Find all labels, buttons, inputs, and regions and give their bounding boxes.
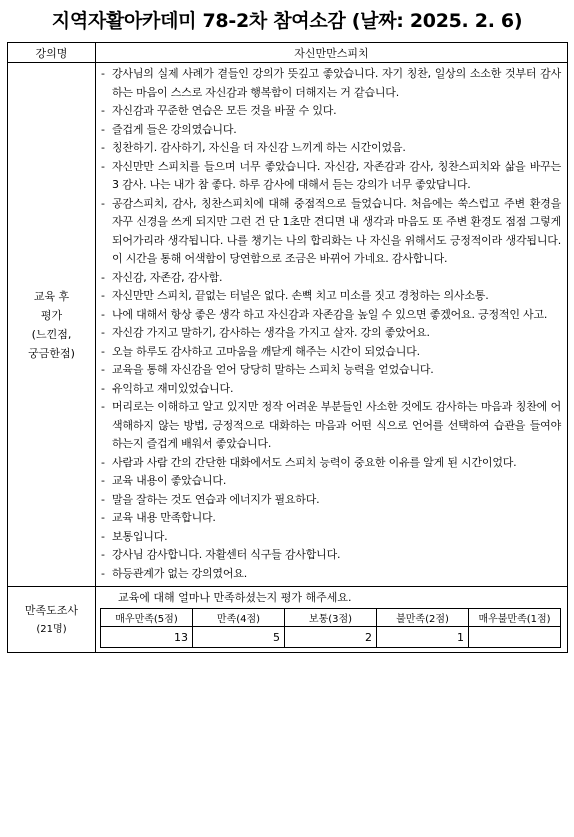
survey-cell [96, 587, 568, 653]
comment-item: - 강사님의 실제 사례가 곁들인 강의가 뜻깊고 좋았습니다. 자기 칭찬, 일상의 소소한 것부터 감사하는 마음이 스스로 자신감과 행복함이 더해지는 거 같습니다. [96, 65, 561, 102]
evaluation-row [8, 63, 568, 587]
comment-item: - 자신감, 자존감, 감사함. [96, 269, 561, 288]
score-header: 매우불만족(1점) [469, 609, 561, 627]
survey-row [8, 587, 568, 653]
comment-item: - 유익하고 재미있었습니다. [96, 380, 561, 399]
evaluation-comments-cell [96, 63, 568, 587]
comment-item: - 오늘 하루도 감사하고 고마움을 깨닫게 해주는 시간이 되었습니다. [96, 343, 561, 362]
comment-item: - 즐겁게 들은 강의였습니다. [96, 121, 561, 140]
comment-item: - 자신만만 스피치, 끝없는 터널은 없다. 손뼉 치고 미소를 짓고 경청하는 의사소통. [96, 287, 561, 306]
score-value-row [101, 627, 561, 648]
evaluation-label [8, 63, 96, 587]
evaluation-label-line4: 궁금한점) [28, 346, 75, 360]
score-value: 13 [101, 627, 193, 648]
evaluation-label-line3: (느낀점, [31, 327, 72, 341]
score-value: 5 [193, 627, 285, 648]
comment-item: - 나에 대해서 항상 좋은 생각 하고 자신감과 자존감을 높일 수 있으면 좋겠어요. 긍정적인 사고. [96, 306, 561, 325]
comment-item: - 교육 내용이 좋았습니다. [96, 472, 561, 491]
header-lecture-name: 자신만만스피치 [96, 43, 568, 63]
comment-item: - 교육 내용 만족합니다. [96, 509, 561, 528]
participation-table [7, 42, 568, 653]
comment-item: - 하등관계가 없는 강의였어요. [96, 565, 561, 584]
header-lecture-label: 강의명 [8, 43, 96, 63]
comment-item: - 말을 잘하는 것도 연습과 에너지가 필요하다. [96, 491, 561, 510]
comment-item: - 자신감과 꾸준한 연습은 모든 것을 바꿀 수 있다. [96, 102, 561, 121]
comment-item: - 공감스피치, 감사, 칭찬스피치에 대해 중점적으로 들었습니다. 처음에는 쑥스럽고 주변 환경을 자꾸 신경을 쓰게 되지만 그런 건 단 1초만 견디면 내 생각과 마음도 또 주변 환경도 점점 그렇게 되어가리라 생각됩니다. 나를 챙기는 나의 합리화는 나 자신을 위해서도 긍정적이라 생각됩니다. 이 시간을 통해 어색함이 당연함으로 조금은 바뀌어 가네요. 감사합니다. [96, 195, 561, 269]
comment-item: - 사람과 사람 간의 간단한 대화에서도 스피치 능력이 중요한 이유를 알게 된 시간이었다. [96, 454, 561, 473]
header-row [8, 43, 568, 63]
comment-item: - 자신감 가지고 말하기, 감사하는 생각을 가지고 살자. 강의 좋았어요. [96, 324, 561, 343]
score-table [100, 608, 561, 648]
comment-item: - 강사님 감사합니다. 자활센터 식구들 감사합니다. [96, 546, 561, 565]
score-header: 매우만족(5점) [101, 609, 193, 627]
score-value: 1 [377, 627, 469, 648]
evaluation-label-line1: 교육 후 [33, 289, 70, 303]
score-header-row [101, 609, 561, 627]
survey-label-text: 만족도조사 [24, 603, 79, 617]
comment-item: - 보통입니다. [96, 528, 561, 547]
comment-list [96, 65, 561, 583]
comment-item: - 머리로는 이해하고 알고 있지만 정작 어려운 부분들인 사소한 것에도 감사하는 마음과 칭찬에 어색해하지 않는 방법, 긍정적으로 대화하는 마음과 어떤 식으로 언어를 선택하여 습관을 들여야 하는지 즐겁게 배워서 좋았습니다. [96, 398, 561, 454]
survey-question: 교육에 대해 얼마나 만족하셨는지 평가 해주세요. [118, 591, 352, 604]
score-value [469, 627, 561, 648]
score-header: 보통(3점) [285, 609, 377, 627]
comment-item: - 자신만만 스피치를 들으며 너무 좋았습니다. 자신감, 자존감과 감사, 칭찬스피치와 삶을 바꾸는 3 감사. 나는 내가 참 좋다. 하루 감사에 대해서 듣는 강의가 너무 좋았답니다. [96, 158, 561, 195]
evaluation-label-line2: 평가 [40, 308, 63, 322]
score-header: 불만족(2점) [377, 609, 469, 627]
survey-respondent-count: (21명) [36, 623, 67, 635]
comment-item: - 교육을 통해 자신감을 얻어 당당히 말하는 스피치 능력을 얻었습니다. [96, 361, 561, 380]
page-title: 지역자활아카데미 78-2차 참여소감 (날짜: 2025. 2. 6) [51, 10, 523, 32]
comment-item: - 칭찬하기. 감사하기, 자신을 더 자신감 느끼게 하는 시간이었음. [96, 139, 561, 158]
score-value: 2 [285, 627, 377, 648]
survey-label [8, 587, 96, 653]
score-header: 만족(4점) [193, 609, 285, 627]
